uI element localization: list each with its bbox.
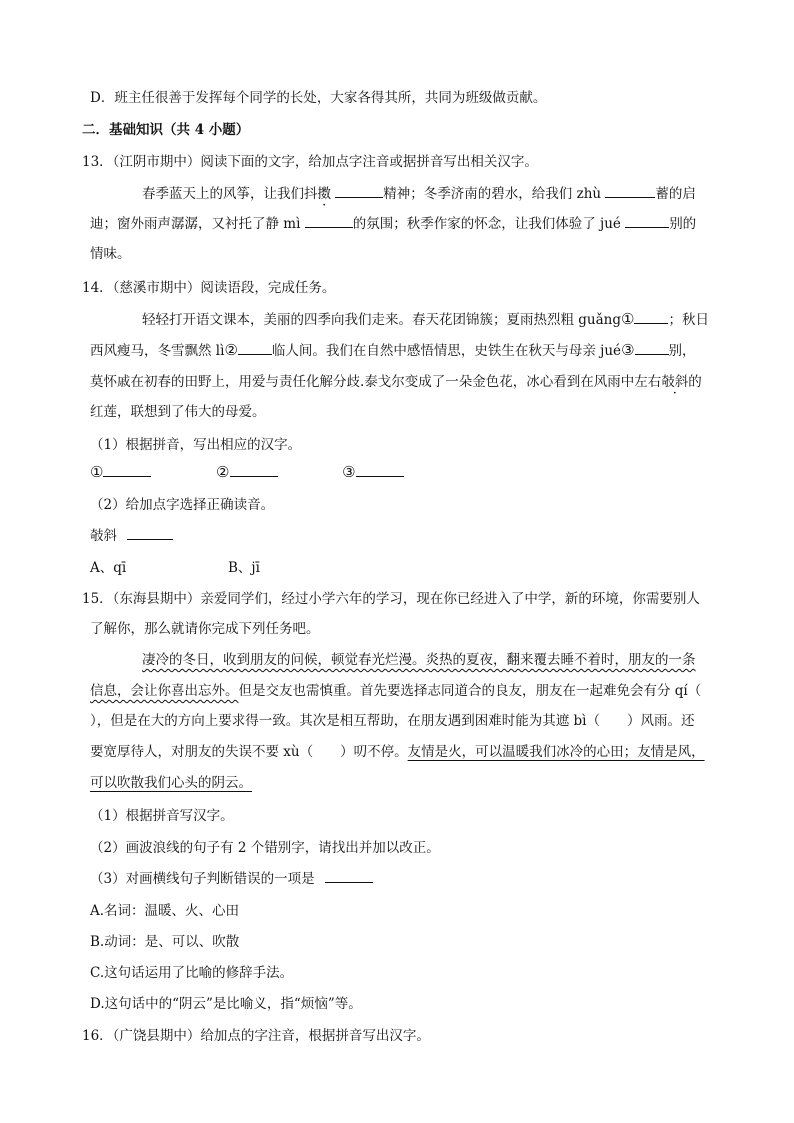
q14-word: 攲斜: [90, 528, 117, 544]
section-title: 二．基础知识（共 4 小题）: [82, 122, 250, 138]
q15-option-c: C.这句话运用了比喻的修辞手法。: [90, 965, 294, 981]
q14-text: 的: [688, 374, 702, 390]
q14-text: 别，: [668, 343, 696, 359]
q15-option-a: A.名词：温暖、火、心田: [90, 903, 240, 919]
q14-para-line-4: 红莲，联想到了伟大的母爱。: [90, 404, 266, 420]
q13-text: 精神；冬季济南的碧水，给我们 zhù: [383, 186, 602, 202]
wavy-sentence: 信息，会让你喜出忘外。: [90, 683, 239, 699]
q13-line-1: [142, 182, 696, 202]
circled-number: ①: [90, 463, 104, 481]
q15-heading-1: 15．（东海县期中）亲爱同学们，经过小学六年的学习，现在你已经进入了中学，新的环境，你需要别人: [82, 591, 700, 607]
q14-heading: 14．（慈溪市期中）阅读语段，完成任务。: [82, 280, 336, 296]
wavy-sentence: [90, 652, 696, 668]
q15-text: （3）对画横线句子判断错误的一项是: [90, 871, 315, 887]
q14-text: 西风瘦马，冬雪飘然 lì: [90, 343, 225, 359]
q13-heading: 13．（江阴市期中）阅读下面的文字，给加点字注音或据拼音写出相关汉字。: [82, 154, 538, 170]
answer-blank[interactable]: [230, 462, 278, 477]
circled-number: ③: [621, 341, 635, 359]
q15-option-b: B.动词：是、可以、吹散: [90, 934, 240, 950]
q13-line-2: [90, 212, 696, 232]
circled-number: ②: [224, 341, 238, 359]
answer-blank[interactable]: [127, 525, 173, 540]
underlined-sentence: 可以吹散我们心头的阴云。: [90, 775, 252, 791]
q15-line-3: ），但是在大的方向上要求得一致。其次是相互帮助，在朋友遇到困难时能为其遮 bì（ ）风雨。还: [90, 713, 695, 729]
circled-number: ②: [216, 463, 230, 481]
underlined-sentence: 友情是火，可以温暖我们冰冷的心田；友情是风，: [407, 744, 705, 760]
q14-text: ；秋日: [668, 312, 709, 328]
q14-para-line-2: [90, 339, 696, 359]
q15-wavy-line-1: [90, 648, 696, 668]
q14-text: 莫怀戚在初春的田野上，用爱与责任化解分歧.泰戈尔变成了一朵金色花，冰心看到在风雨中左右: [90, 374, 662, 390]
q15-heading-2: 了解你，那么就请你完成下列任务吧。: [90, 621, 320, 637]
q14-sub-2: （2）给加点字选择正确读音。: [90, 497, 275, 513]
q14-answer-row: [90, 462, 404, 481]
q15-line-4: [90, 740, 705, 760]
q14-word-row: [90, 524, 173, 544]
circled-number: ①: [621, 310, 635, 328]
answer-blank[interactable]: [635, 340, 669, 355]
answer-blank[interactable]: [356, 462, 404, 477]
answer-blank[interactable]: [634, 309, 668, 324]
q14-option-a: A、qī: [90, 560, 127, 576]
answer-blank[interactable]: [325, 868, 373, 883]
q15-line-2: [90, 679, 701, 699]
q13-text: 的氛围；秋季作家的怀念，让我们体验了 jué: [352, 216, 621, 232]
circled-number: ③: [342, 463, 356, 481]
q15-line-5: [90, 771, 252, 791]
q14-text: 临人间。我们在自然中感悟情思，史铁生在秋天与母亲 jué: [271, 343, 622, 359]
q14-para-line-1: [142, 308, 709, 328]
q12-option-d: D．班主任很善于发挥每个同学的长处，大家各得其所，共同为班级做贡献。: [90, 90, 547, 106]
q15-text: 要宽厚待人，对朋友的失误不要 xù（ ）叨不停。: [90, 744, 408, 760]
q15-option-d: D.这句话中的“阴云”是比喻义，指“烦恼”等。: [90, 996, 362, 1012]
q14-text: 轻轻打开语文课本，美丽的四季向我们走来。春天花团锦簇；夏雨热烈粗 guǎng: [142, 312, 622, 328]
q14-dotted-word: 攲斜: [661, 374, 689, 390]
q15-text: 但是交友也需慎重。首先要选择志同道合的良友，朋友在一起难免会有分 qí（: [238, 683, 702, 699]
answer-blank[interactable]: [305, 213, 353, 228]
answer-blank[interactable]: [335, 183, 383, 198]
q15-sub-1: （1）根据拼音写汉字。: [90, 808, 234, 824]
q13-text: 春季蓝天上的风筝，让我们抖: [142, 186, 318, 202]
answer-blank[interactable]: [238, 340, 272, 355]
answer-blank[interactable]: [605, 183, 655, 198]
wavy-text: 凄冷的冬日，收到朋友的问候，顿觉春光烂漫。炎热的夏夜，翻来覆去睡不着时，朋友的一条: [142, 652, 696, 668]
q13-line-3: 情味。: [90, 246, 131, 262]
q14-para-line-3: [90, 370, 702, 390]
q14-option-b: B、jī: [228, 560, 260, 576]
q13-dotted-char: 擞: [317, 186, 331, 202]
q13-text: 别的: [669, 216, 697, 232]
answer-blank[interactable]: [103, 462, 151, 477]
q13-text: 迪；窗外雨声潺潺，又衬托了静 mì: [90, 216, 301, 232]
q15-sub-2: （2）画波浪线的句子有 2 个错别字，请找出并加以改正。: [90, 840, 440, 856]
q15-sub-3: [90, 867, 373, 887]
q14-sub-1: （1）根据拼音，写出相应的汉字。: [90, 437, 302, 453]
answer-blank[interactable]: [625, 213, 669, 228]
q16-heading: 16．（广饶县期中）给加点的字注音，根据拼音写出汉字。: [82, 1028, 430, 1044]
q13-text: 蓄的启: [655, 186, 696, 202]
